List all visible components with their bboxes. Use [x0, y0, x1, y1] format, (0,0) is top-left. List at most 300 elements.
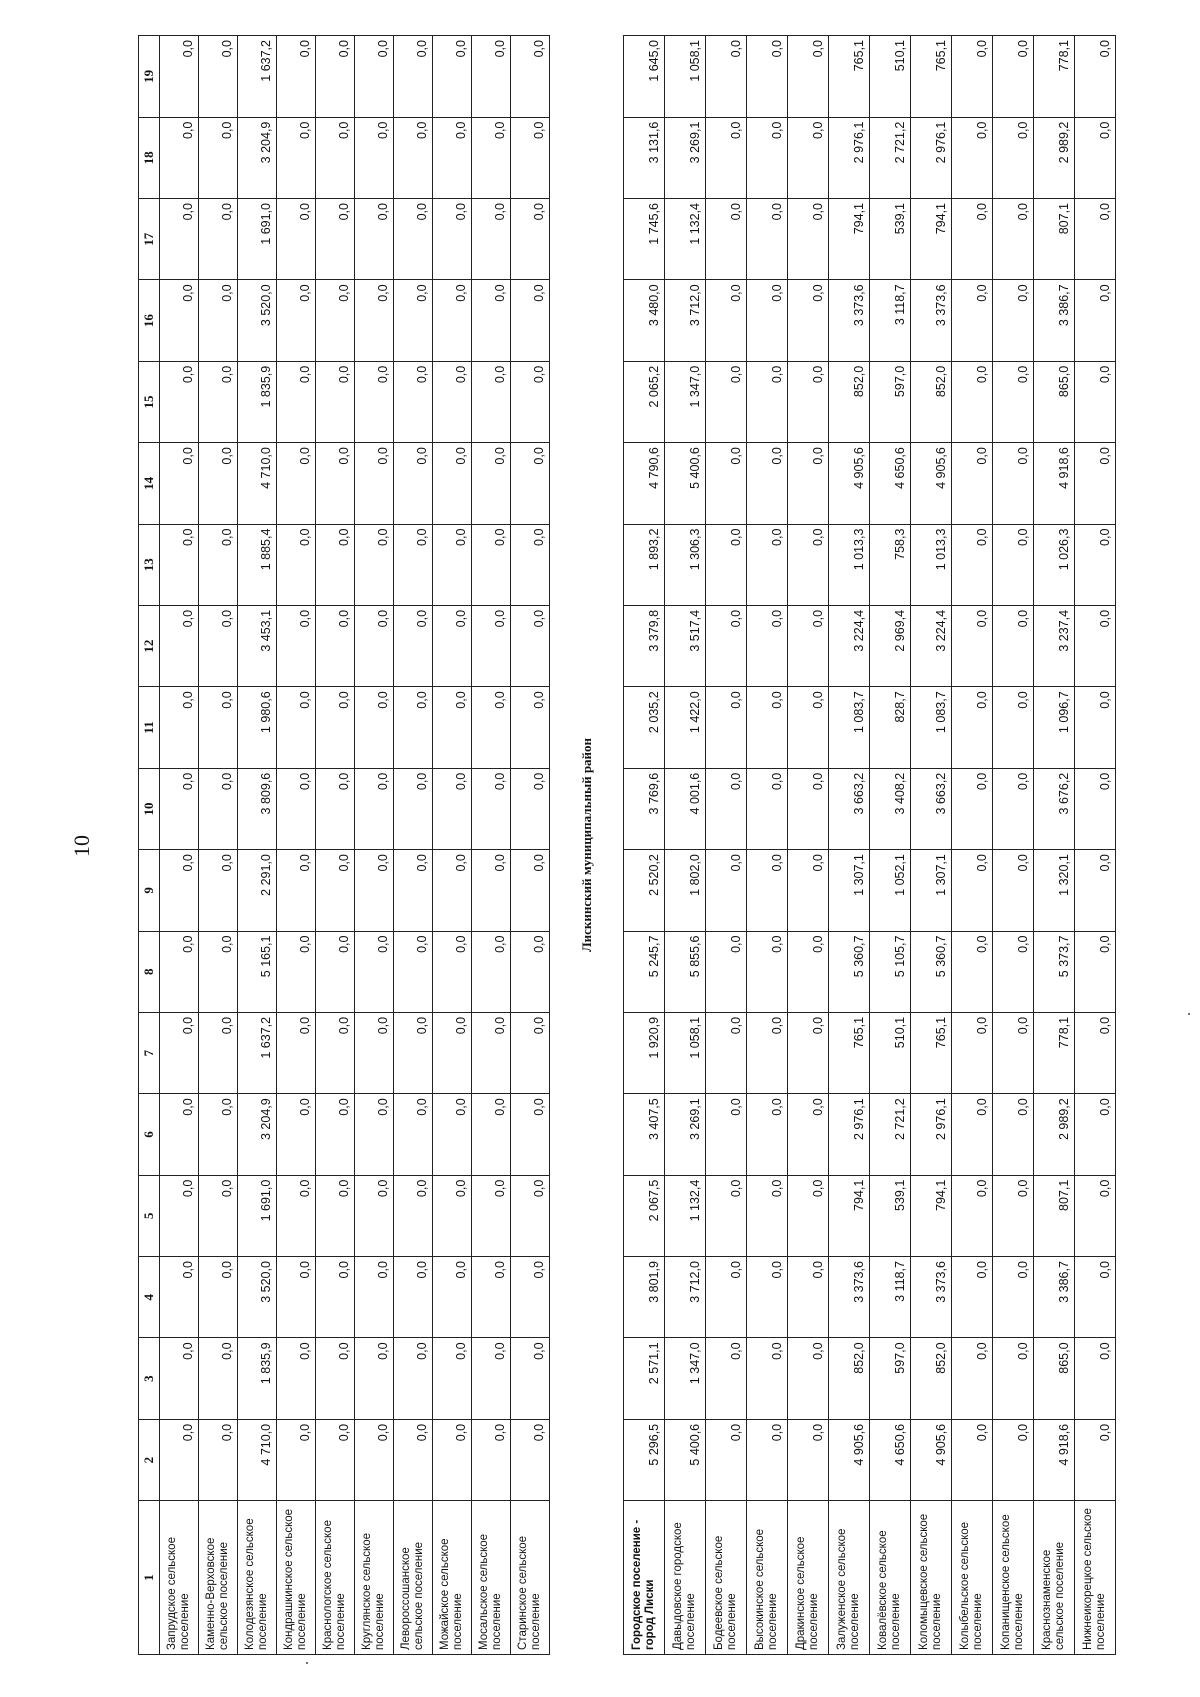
value-cell: 2 035,2 — [624, 687, 665, 768]
value-cell: 0,0 — [472, 1419, 511, 1500]
value-cell: 0,0 — [199, 199, 238, 280]
value-cell: 0,0 — [199, 1175, 238, 1256]
value-cell: 0,0 — [199, 1419, 238, 1500]
value-cell: 0,0 — [199, 931, 238, 1012]
value-cell: 0,0 — [788, 1257, 829, 1338]
value-cell: 0,0 — [472, 1257, 511, 1338]
value-cell: 0,0 — [1075, 768, 1116, 849]
table-row — [870, 36, 911, 1655]
value-cell: 0,0 — [355, 931, 394, 1012]
value-cell: 1 307,1 — [911, 850, 952, 931]
value-cell: 0,0 — [747, 1012, 788, 1093]
value-cell: 794,1 — [911, 1175, 952, 1256]
value-cell: 0,0 — [952, 1257, 993, 1338]
value-cell: 0,0 — [952, 850, 993, 931]
value-cell: 0,0 — [747, 36, 788, 118]
value-cell: 0,0 — [433, 117, 472, 198]
value-cell: 0,0 — [993, 524, 1034, 605]
value-cell: 0,0 — [472, 1175, 511, 1256]
value-cell: 0,0 — [160, 524, 199, 605]
value-cell: 0,0 — [747, 361, 788, 442]
value-cell: 0,0 — [355, 1094, 394, 1175]
value-cell: 5 855,6 — [665, 931, 706, 1012]
column-header-row — [139, 36, 160, 1655]
value-cell: 3 520,0 — [238, 1257, 277, 1338]
table-row — [1075, 36, 1116, 1655]
value-cell: 0,0 — [706, 117, 747, 198]
column-header: 7 — [139, 1012, 160, 1093]
table-row — [1034, 36, 1075, 1655]
value-cell: 1 083,7 — [829, 687, 870, 768]
value-cell: 0,0 — [355, 605, 394, 686]
value-cell: 0,0 — [277, 850, 316, 931]
value-cell: 0,0 — [316, 524, 355, 605]
value-cell: 0,0 — [952, 280, 993, 361]
value-cell: 0,0 — [993, 1094, 1034, 1175]
value-cell: 4 918,6 — [1034, 1419, 1075, 1500]
value-cell: 0,0 — [355, 117, 394, 198]
value-cell: 0,0 — [511, 524, 550, 605]
value-cell: 4 710,0 — [238, 443, 277, 524]
value-cell: 765,1 — [829, 36, 870, 118]
value-cell: 852,0 — [911, 1338, 952, 1419]
value-cell: 3 269,1 — [665, 1094, 706, 1175]
value-cell: 510,1 — [870, 36, 911, 118]
value-cell: 0,0 — [747, 1419, 788, 1500]
value-cell: 828,7 — [870, 687, 911, 768]
value-cell: 0,0 — [952, 605, 993, 686]
value-cell: 0,0 — [433, 280, 472, 361]
value-cell: 1 645,0 — [624, 36, 665, 118]
value-cell: 0,0 — [472, 1012, 511, 1093]
value-cell: 0,0 — [394, 768, 433, 849]
value-cell: 1 347,0 — [665, 361, 706, 442]
value-cell: 0,0 — [277, 768, 316, 849]
value-cell: 0,0 — [747, 768, 788, 849]
value-cell: 0,0 — [433, 361, 472, 442]
value-cell: 0,0 — [199, 1257, 238, 1338]
value-cell: 3 118,7 — [870, 1257, 911, 1338]
settlement-name: Нижнеикорецкое сельское поселение — [1075, 1501, 1116, 1655]
value-cell: 0,0 — [788, 117, 829, 198]
value-cell: 0,0 — [706, 1419, 747, 1500]
value-cell: 0,0 — [706, 1094, 747, 1175]
value-cell: 0,0 — [433, 1257, 472, 1338]
value-cell: 0,0 — [747, 850, 788, 931]
value-cell: 0,0 — [316, 1175, 355, 1256]
value-cell: 0,0 — [472, 36, 511, 118]
value-cell: 0,0 — [1075, 443, 1116, 524]
value-cell: 0,0 — [788, 443, 829, 524]
value-cell: 2 721,2 — [870, 117, 911, 198]
value-cell: 3 373,6 — [911, 1257, 952, 1338]
value-cell: 0,0 — [952, 687, 993, 768]
value-cell: 0,0 — [993, 117, 1034, 198]
value-cell: 0,0 — [1075, 199, 1116, 280]
value-cell: 1 802,0 — [665, 850, 706, 931]
value-cell: 0,0 — [433, 1419, 472, 1500]
value-cell: 0,0 — [472, 524, 511, 605]
value-cell: 0,0 — [706, 280, 747, 361]
value-cell: 0,0 — [160, 768, 199, 849]
settlement-name: Коломыцевское сельское поселение — [911, 1501, 952, 1655]
value-cell: 1 058,1 — [665, 36, 706, 118]
value-cell: 0,0 — [355, 36, 394, 118]
value-cell: 0,0 — [706, 768, 747, 849]
value-cell: 0,0 — [394, 1175, 433, 1256]
value-cell: 0,0 — [394, 36, 433, 118]
value-cell: 0,0 — [433, 605, 472, 686]
value-cell: 865,0 — [1034, 361, 1075, 442]
settlement-name: Кондрашкинское сельское поселение — [277, 1501, 316, 1655]
value-cell: 0,0 — [277, 524, 316, 605]
column-header: 13 — [139, 524, 160, 605]
value-cell: 0,0 — [472, 1094, 511, 1175]
column-header: 18 — [139, 117, 160, 198]
value-cell: 0,0 — [394, 280, 433, 361]
settlement-name: Давыдовское городское поселение — [665, 1501, 706, 1655]
value-cell: 3 269,1 — [665, 117, 706, 198]
value-cell: 0,0 — [433, 36, 472, 118]
value-cell: 0,0 — [394, 1094, 433, 1175]
value-cell: 0,0 — [993, 1338, 1034, 1419]
table-row — [433, 36, 472, 1655]
value-cell: 794,1 — [829, 1175, 870, 1256]
value-cell: 0,0 — [199, 361, 238, 442]
value-cell: 1 052,1 — [870, 850, 911, 931]
value-cell: 0,0 — [355, 280, 394, 361]
table-row — [624, 36, 665, 1655]
value-cell: 5 245,7 — [624, 931, 665, 1012]
value-cell: 0,0 — [433, 931, 472, 1012]
table-row — [394, 36, 433, 1655]
value-cell: 2 721,2 — [870, 1094, 911, 1175]
value-cell: 0,0 — [993, 850, 1034, 931]
value-cell: 0,0 — [1075, 850, 1116, 931]
settlement-name: Копанищенское сельское поселение — [993, 1501, 1034, 1655]
value-cell: 0,0 — [511, 687, 550, 768]
table-row — [952, 36, 993, 1655]
value-cell: 765,1 — [911, 36, 952, 118]
value-cell: 0,0 — [788, 1175, 829, 1256]
value-cell: 0,0 — [511, 1094, 550, 1175]
value-cell: 0,0 — [355, 524, 394, 605]
value-cell: 1 083,7 — [911, 687, 952, 768]
value-cell: 0,0 — [706, 524, 747, 605]
value-cell: 1 013,3 — [911, 524, 952, 605]
value-cell: 1 422,0 — [665, 687, 706, 768]
value-cell: 0,0 — [747, 443, 788, 524]
settlement-name: Ковалёвское сельское поселение — [870, 1501, 911, 1655]
value-cell: 0,0 — [747, 117, 788, 198]
table-row — [706, 36, 747, 1655]
table-group-a — [160, 36, 550, 1655]
value-cell: 3 809,6 — [238, 768, 277, 849]
value-cell: 0,0 — [199, 687, 238, 768]
value-cell: 0,0 — [511, 280, 550, 361]
column-header: 5 — [139, 1175, 160, 1256]
value-cell: 0,0 — [160, 280, 199, 361]
value-cell: 0,0 — [394, 199, 433, 280]
value-cell: 0,0 — [788, 1012, 829, 1093]
value-cell: 0,0 — [747, 687, 788, 768]
value-cell: 0,0 — [511, 199, 550, 280]
settlement-name: Высокинское сельское поселение — [747, 1501, 788, 1655]
value-cell: 0,0 — [277, 1012, 316, 1093]
value-cell: 765,1 — [911, 1012, 952, 1093]
table-row — [199, 36, 238, 1655]
value-cell: 852,0 — [911, 361, 952, 442]
value-cell: 4 001,6 — [665, 768, 706, 849]
value-cell: 0,0 — [433, 1338, 472, 1419]
value-cell: 1 058,1 — [665, 1012, 706, 1093]
column-header: 11 — [139, 687, 160, 768]
value-cell: 0,0 — [472, 850, 511, 931]
value-cell: 794,1 — [829, 199, 870, 280]
value-cell: 3 131,6 — [624, 117, 665, 198]
value-cell: 0,0 — [316, 1338, 355, 1419]
value-cell: 0,0 — [511, 443, 550, 524]
value-cell: 5 400,6 — [665, 443, 706, 524]
value-cell: 0,0 — [316, 1257, 355, 1338]
value-cell: 0,0 — [160, 605, 199, 686]
value-cell: 0,0 — [316, 199, 355, 280]
value-cell: 0,0 — [355, 1338, 394, 1419]
value-cell: 0,0 — [433, 1094, 472, 1175]
value-cell: 5 105,7 — [870, 931, 911, 1012]
value-cell: 3 224,4 — [911, 605, 952, 686]
value-cell: 0,0 — [394, 361, 433, 442]
value-cell: 0,0 — [993, 687, 1034, 768]
value-cell: 0,0 — [511, 850, 550, 931]
value-cell: 2 976,1 — [911, 1094, 952, 1175]
value-cell: 0,0 — [199, 768, 238, 849]
value-cell: 0,0 — [433, 199, 472, 280]
table-row — [511, 36, 550, 1655]
table-row — [472, 36, 511, 1655]
column-header: 10 — [139, 768, 160, 849]
value-cell: 1 306,3 — [665, 524, 706, 605]
value-cell: 4 650,6 — [870, 1419, 911, 1500]
value-cell: 0,0 — [277, 361, 316, 442]
value-cell: 0,0 — [160, 1419, 199, 1500]
value-cell: 1 307,1 — [829, 850, 870, 931]
value-cell: 3 663,2 — [829, 768, 870, 849]
value-cell: 0,0 — [277, 199, 316, 280]
table-row — [747, 36, 788, 1655]
value-cell: 5 400,6 — [665, 1419, 706, 1500]
value-cell: 3 204,9 — [238, 1094, 277, 1175]
value-cell: 0,0 — [316, 687, 355, 768]
value-cell: 2 976,1 — [911, 117, 952, 198]
table-row — [788, 36, 829, 1655]
value-cell: 0,0 — [788, 280, 829, 361]
value-cell: 2 065,2 — [624, 361, 665, 442]
value-cell: 0,0 — [394, 524, 433, 605]
value-cell: 778,1 — [1034, 1012, 1075, 1093]
column-header: 1 — [139, 1501, 160, 1655]
value-cell: 0,0 — [316, 1419, 355, 1500]
value-cell: 0,0 — [747, 931, 788, 1012]
value-cell: 539,1 — [870, 1175, 911, 1256]
value-cell: 3 386,7 — [1034, 280, 1075, 361]
value-cell: 0,0 — [355, 687, 394, 768]
value-cell: 4 905,6 — [829, 1419, 870, 1500]
value-cell: 0,0 — [511, 36, 550, 118]
value-cell: 4 650,6 — [870, 443, 911, 524]
value-cell: 1 885,4 — [238, 524, 277, 605]
table-row — [911, 36, 952, 1655]
value-cell: 3 373,6 — [829, 1257, 870, 1338]
value-cell: 0,0 — [394, 1338, 433, 1419]
value-cell: 0,0 — [355, 768, 394, 849]
value-cell: 0,0 — [394, 1257, 433, 1338]
value-cell: 0,0 — [472, 1338, 511, 1419]
value-cell: 0,0 — [993, 931, 1034, 1012]
value-cell: 0,0 — [199, 280, 238, 361]
value-cell: 3 373,6 — [911, 280, 952, 361]
value-cell: 0,0 — [788, 1338, 829, 1419]
value-cell: 0,0 — [199, 605, 238, 686]
value-cell: 0,0 — [433, 1012, 472, 1093]
value-cell: 0,0 — [160, 361, 199, 442]
value-cell: 0,0 — [1075, 605, 1116, 686]
value-cell: 3 769,6 — [624, 768, 665, 849]
value-cell: 0,0 — [706, 931, 747, 1012]
value-cell: 4 905,6 — [911, 1419, 952, 1500]
value-cell: 0,0 — [472, 199, 511, 280]
value-cell: 0,0 — [952, 524, 993, 605]
value-cell: 0,0 — [952, 1175, 993, 1256]
value-cell: 0,0 — [1075, 1338, 1116, 1419]
value-cell: 3 386,7 — [1034, 1257, 1075, 1338]
value-cell: 3 712,0 — [665, 1257, 706, 1338]
value-cell: 0,0 — [1075, 931, 1116, 1012]
value-cell: 0,0 — [277, 687, 316, 768]
value-cell: 0,0 — [160, 931, 199, 1012]
value-cell: 0,0 — [355, 1012, 394, 1093]
value-cell: 2 976,1 — [829, 117, 870, 198]
value-cell: 3 407,5 — [624, 1094, 665, 1175]
value-cell: 5 373,7 — [1034, 931, 1075, 1012]
settlement-name: Запрудское сельское поселение — [160, 1501, 199, 1655]
column-header: 12 — [139, 605, 160, 686]
value-cell: 0,0 — [511, 117, 550, 198]
value-cell: 0,0 — [355, 1257, 394, 1338]
value-cell: 758,3 — [870, 524, 911, 605]
value-cell: 2 520,2 — [624, 850, 665, 931]
value-cell: 0,0 — [277, 1257, 316, 1338]
value-cell: 0,0 — [788, 1094, 829, 1175]
value-cell: 0,0 — [788, 1419, 829, 1500]
value-cell: 3 118,7 — [870, 280, 911, 361]
settlement-name: Дракинское сельское поселение — [788, 1501, 829, 1655]
value-cell: 0,0 — [706, 199, 747, 280]
value-cell: 0,0 — [952, 1094, 993, 1175]
value-cell: 0,0 — [952, 1338, 993, 1419]
value-cell: 0,0 — [993, 199, 1034, 280]
value-cell: 0,0 — [433, 1175, 472, 1256]
value-cell: 794,1 — [911, 199, 952, 280]
value-cell: 1 835,9 — [238, 1338, 277, 1419]
value-cell: 0,0 — [706, 1012, 747, 1093]
value-cell: 0,0 — [160, 1338, 199, 1419]
value-cell: 597,0 — [870, 361, 911, 442]
value-cell: 5 296,5 — [624, 1419, 665, 1500]
value-cell: 0,0 — [788, 36, 829, 118]
value-cell: 0,0 — [1075, 280, 1116, 361]
table-row — [993, 36, 1034, 1655]
value-cell: 1 096,7 — [1034, 687, 1075, 768]
value-cell: 1 132,4 — [665, 199, 706, 280]
value-cell: 0,0 — [199, 36, 238, 118]
value-cell: 0,0 — [747, 524, 788, 605]
value-cell: 0,0 — [747, 199, 788, 280]
value-cell: 2 291,0 — [238, 850, 277, 931]
value-cell: 0,0 — [277, 36, 316, 118]
value-cell: 0,0 — [747, 1257, 788, 1338]
value-cell: 1 893,2 — [624, 524, 665, 605]
value-cell: 3 408,2 — [870, 768, 911, 849]
value-cell: 852,0 — [829, 361, 870, 442]
column-header: 17 — [139, 199, 160, 280]
value-cell: 0,0 — [355, 850, 394, 931]
value-cell: 0,0 — [706, 36, 747, 118]
value-cell: 0,0 — [355, 1419, 394, 1500]
value-cell: 2 976,1 — [829, 1094, 870, 1175]
value-cell: 0,0 — [316, 1094, 355, 1175]
value-cell: 0,0 — [511, 1419, 550, 1500]
value-cell: 0,0 — [394, 1419, 433, 1500]
value-cell: 807,1 — [1034, 199, 1075, 280]
value-cell: 1 691,0 — [238, 1175, 277, 1256]
column-header: 4 — [139, 1257, 160, 1338]
value-cell: 0,0 — [316, 931, 355, 1012]
value-cell: 0,0 — [511, 1175, 550, 1256]
column-header: 8 — [139, 931, 160, 1012]
value-cell: 0,0 — [199, 524, 238, 605]
value-cell: 0,0 — [511, 931, 550, 1012]
value-cell: 0,0 — [394, 850, 433, 931]
value-cell: 1 745,6 — [624, 199, 665, 280]
value-cell: 778,1 — [1034, 36, 1075, 118]
value-cell: 0,0 — [277, 117, 316, 198]
settlement-name: Колыбельское сельское поселение — [952, 1501, 993, 1655]
settlement-name: Круглянское сельское поселение — [355, 1501, 394, 1655]
value-cell: 0,0 — [993, 1419, 1034, 1500]
value-cell: 4 918,6 — [1034, 443, 1075, 524]
value-cell: 0,0 — [472, 117, 511, 198]
settlement-name: Мосальское сельское поселение — [472, 1501, 511, 1655]
value-cell: 0,0 — [1075, 36, 1116, 118]
value-cell: 0,0 — [747, 1094, 788, 1175]
value-cell: 765,1 — [829, 1012, 870, 1093]
data-table — [138, 35, 1116, 1655]
value-cell: 1 026,3 — [1034, 524, 1075, 605]
value-cell: 0,0 — [277, 1338, 316, 1419]
value-cell: 0,0 — [706, 1257, 747, 1338]
value-cell: 0,0 — [706, 443, 747, 524]
settlement-name: Колодезянское сельское поселение — [238, 1501, 277, 1655]
value-cell: 0,0 — [788, 524, 829, 605]
settlement-name: Старинское сельское поселение — [511, 1501, 550, 1655]
value-cell: 0,0 — [355, 199, 394, 280]
value-cell: 0,0 — [706, 687, 747, 768]
value-cell: 0,0 — [747, 1338, 788, 1419]
value-cell: 0,0 — [952, 768, 993, 849]
value-cell: 0,0 — [160, 1012, 199, 1093]
value-cell: 0,0 — [747, 280, 788, 361]
